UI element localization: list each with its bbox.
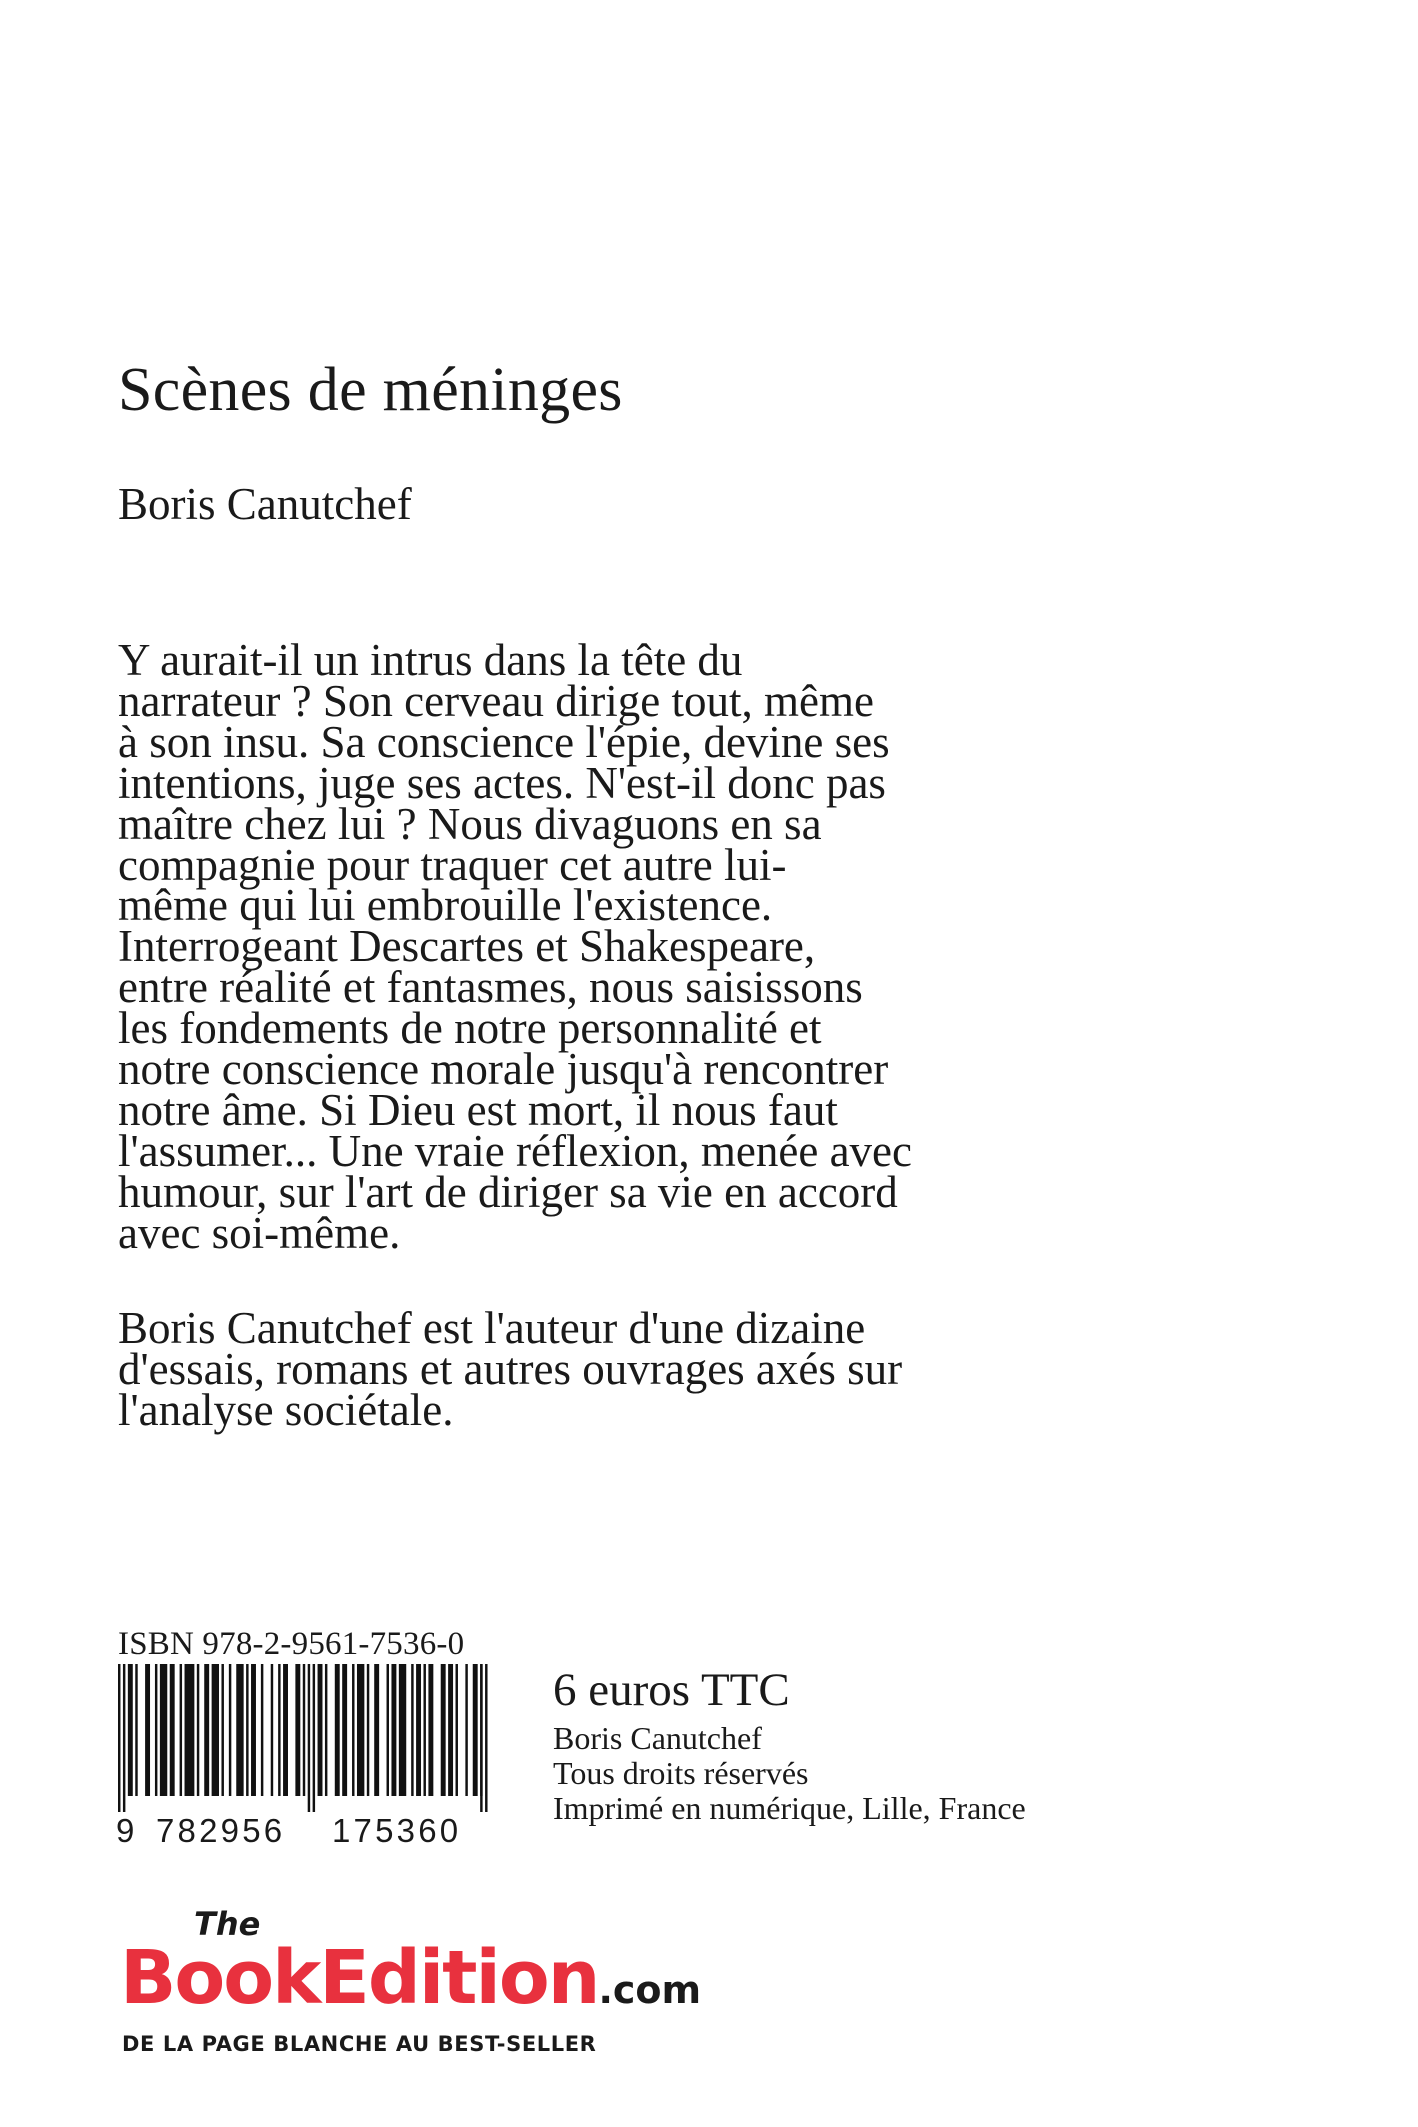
- barcode-digits: [118, 1812, 490, 1852]
- info-author: Boris Canutchef: [553, 1720, 762, 1756]
- isbn-label: ISBN 978-2-9561-7536-0: [118, 1626, 465, 1662]
- logo-tagline: DE LA PAGE BLANCHE AU BEST-SELLER: [122, 2032, 597, 2056]
- price: 6 euros TTC: [553, 1664, 790, 1716]
- bookedition-logo: [118, 1905, 738, 2055]
- book-title: Scènes de méninges: [118, 356, 623, 424]
- book-blurb: Y aurait-il un intrus dans la tête du narrateur ? Son cerveau dirige tout, même à son insu. Sa conscience l'épie, devine ses intentions, juge ses actes. N'est-il donc pas maître chez lui ? Nous divaguons en sa compagnie pour traquer cet autre lui- même qui lui embrouille l'existence. Interrogeant Descartes et Shakespeare, entre réalité et fantasmes, nous saisissons les fondements de notre personnalité et notre conscience morale jusqu'à rencontrer notre âme. Si Dieu est mort, il nous faut l'assumer... Une vraie réflexion, menée avec humour, sur l'art de diriger sa vie en accord avec soi-même.: [118, 635, 913, 1258]
- info-rights: Tous droits réservés: [553, 1755, 809, 1791]
- author-bio: Boris Canutchef est l'auteur d'une dizaine d'essais, romans et autres ouvrages axés sur l'analyse sociétale.: [118, 1303, 903, 1435]
- info-printing: Imprimé en numérique, Lille, France: [553, 1790, 1026, 1826]
- logo-suffix: .com: [598, 1968, 702, 2012]
- barcode-digit-first: 9: [116, 1812, 135, 1849]
- barcode-digits-left: 782956: [156, 1812, 286, 1849]
- logo-brand: BookEdition: [120, 1935, 599, 2021]
- barcode-icon: [118, 1664, 490, 1812]
- barcode-digits-right: 175360: [332, 1812, 462, 1849]
- book-author: Boris Canutchef: [118, 479, 412, 529]
- logo-the: The: [194, 1905, 261, 1943]
- logo-wordmark: [120, 1935, 701, 2021]
